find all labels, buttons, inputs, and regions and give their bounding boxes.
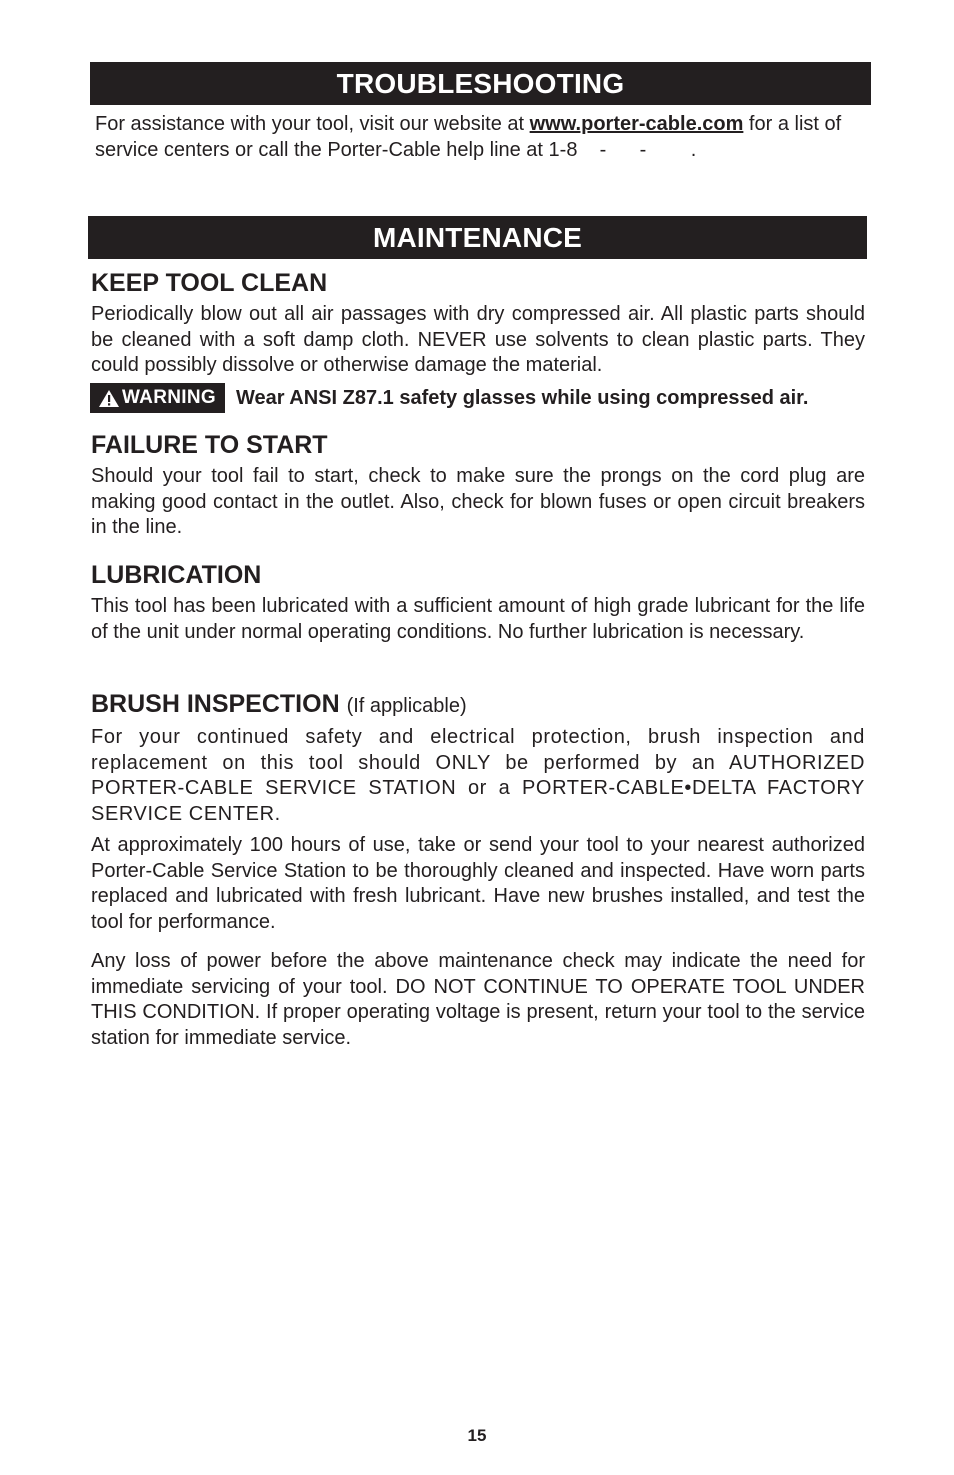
intro-text-before-link: For assistance with your tool, visit our website at [95, 113, 530, 135]
keep-tool-clean-body: Periodically blow out all air passages with dry compressed air. All plastic parts should be cleaned with a soft damp cloth. NEVER use solvents to clean plastic parts. They could possibly dissolve or otherwise damage the material. [91, 303, 865, 376]
compressed-air-warning [90, 383, 866, 413]
lubrication-section [91, 560, 865, 645]
keep-tool-clean-section [91, 268, 865, 379]
keep-tool-clean-heading: KEEP TOOL CLEAN [91, 269, 328, 297]
porter-cable-website-link[interactable]: www.porter-cable.com [529, 113, 744, 135]
warning-triangle-icon [98, 389, 120, 408]
lubrication-heading: LUBRICATION [91, 561, 262, 589]
brush-inspection-heading [91, 689, 865, 721]
troubleshooting-intro [95, 111, 865, 163]
troubleshooting-banner: TROUBLESHOOTING [90, 62, 871, 105]
brush-inspection-heading-text: BRUSH INSPECTION [91, 690, 340, 718]
brush-inspection-paragraph-2: At approximately 100 hours of use, take or send your tool to your nearest authorized Porter-Cable Service Station to be thoroughly cleaned and inspected. Have worn parts replaced and lubricated with fresh lubricant. Have new brushes installed, and test the tool for performance. [91, 834, 865, 933]
help-line-number-tail: - - . [577, 139, 697, 161]
warning-label [90, 383, 225, 413]
failure-to-start-section [91, 430, 865, 541]
brush-inspection-section [91, 689, 865, 1051]
brush-inspection-paragraph-3: Any loss of power before the above maintenance check may indicate the need for immediate servicing of your tool. DO NOT CONTINUE TO OPERATE TOOL UNDER THIS CONDITION. If proper operating voltage is present, return your tool to the service station for immediate service. [91, 950, 865, 1049]
warning-label-text: WARNING [122, 387, 216, 408]
failure-to-start-body: Should your tool fail to start, check to make sure the prongs on the cord plug are making good contact in the outlet. Also, check for blown fuses or open circuit breakers in the line. [91, 465, 865, 538]
page-number: 15 [467, 1426, 487, 1445]
intro-text-after-link: for a list of service centers or call the Porter-Cable help line at 1-8 [95, 113, 842, 161]
failure-to-start-heading: FAILURE TO START [91, 431, 328, 459]
maintenance-banner: MAINTENANCE [88, 216, 867, 259]
brush-inspection-subheading: (If applicable) [346, 695, 467, 717]
brush-inspection-paragraph-1: For your continued safety and electrical protection, brush inspection and replacement on this tool should ONLY be performed by an AUTHORIZED PORTER-CABLE SERVICE STATION or a PORTER-CABLE•DELTA FACTORY SERVICE CENTER. [91, 726, 865, 825]
lubrication-body: This tool has been lubricated with a sufficient amount of high grade lubricant for the life of the unit under normal operating conditions. No further lubrication is necessary. [91, 595, 865, 643]
warning-text: Wear ANSI Z87.1 safety glasses while using compressed air. [235, 386, 809, 409]
